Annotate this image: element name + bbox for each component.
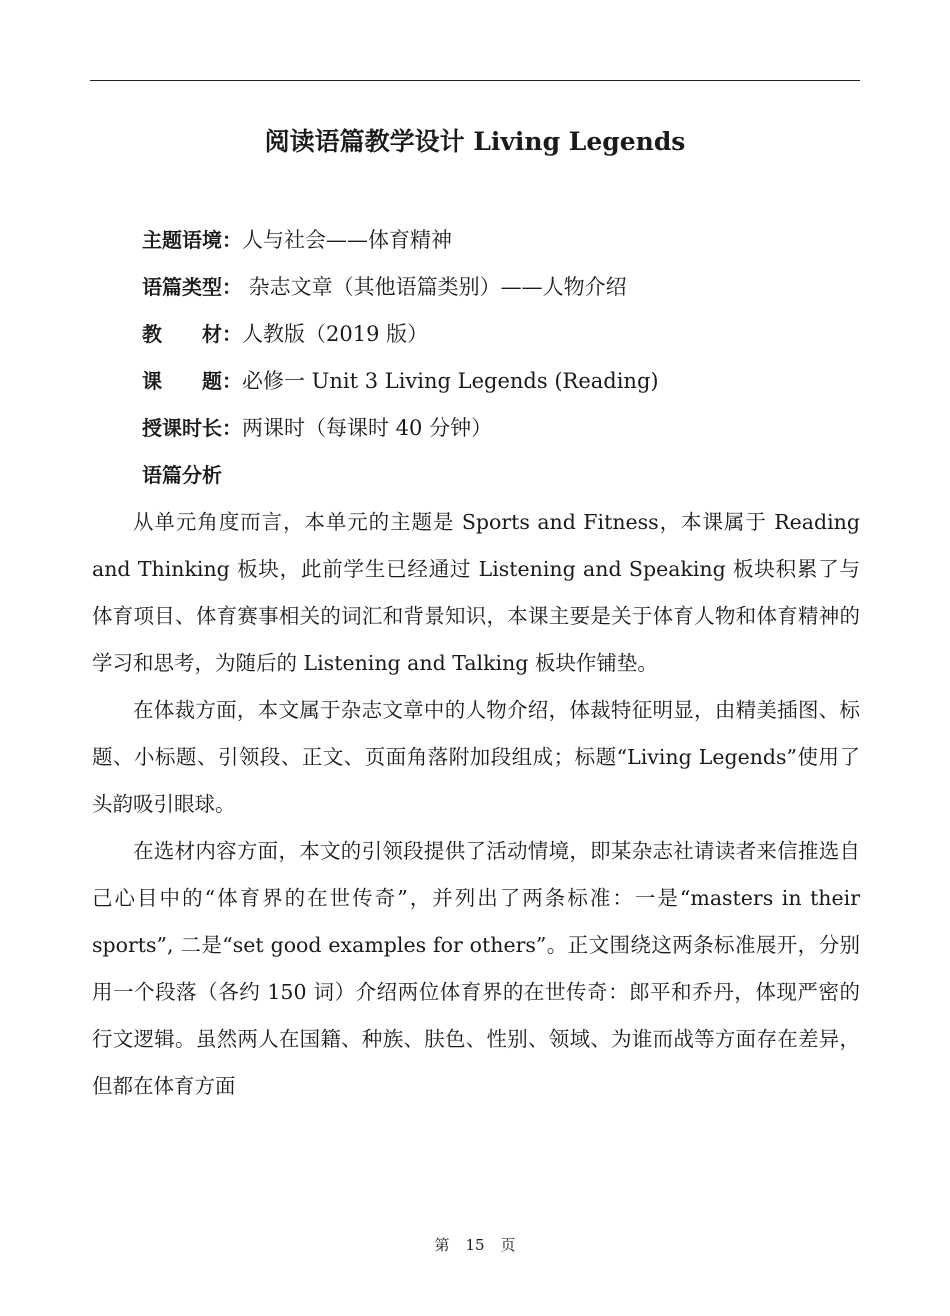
- meta-value: 人教版（2019 版）: [242, 322, 429, 346]
- paragraph-genre: 在体裁方面，本文属于杂志文章中的人物介绍，体裁特征明显，由精美插图、标题、小标题、引领段、正文、页面角落附加段组成；标题“Living Legends”使用了头韵吸引眼球。: [92, 698, 860, 816]
- meta-label: 课 题：: [142, 369, 242, 393]
- meta-label: 教 材：: [142, 322, 242, 346]
- meta-label: 授课时长：: [142, 416, 242, 440]
- section-heading-text-analysis: 语篇分析: [142, 463, 222, 487]
- meta-value: 杂志文章（其他语篇类别）——人物介绍: [242, 275, 627, 299]
- paragraph-unit-perspective: 从单元角度而言，本单元的主题是 Sports and Fitness，本课属于 Reading and Thinking 板块，此前学生已经通过 Listening and Speaking 板块积累了与体育项目、体育赛事相关的词汇和背景知识，本课主要是关于体育人物和体育精神的学习和思考，为随后的 Listening and Talking 板块作铺垫。: [92, 510, 860, 675]
- page-number: 15: [465, 1236, 485, 1254]
- lesson-info-list: [142, 219, 862, 454]
- footer-suffix: 页: [500, 1236, 516, 1254]
- meta-row-duration: [142, 407, 862, 454]
- footer-prefix: 第: [434, 1236, 450, 1254]
- meta-value: 人与社会——体育精神: [242, 228, 452, 252]
- meta-value: 必修一 Unit 3 Living Legends (Reading): [242, 369, 659, 393]
- analysis-body: [92, 499, 860, 1110]
- meta-row-textbook: [142, 313, 862, 360]
- page-footer: [0, 1235, 950, 1255]
- meta-value: 两课时（每课时 40 分钟）: [242, 416, 493, 440]
- meta-row-theme: [142, 219, 862, 266]
- document-title: 阅读语篇教学设计 Living Legends: [264, 127, 686, 156]
- meta-label: 语篇类型：: [142, 275, 242, 299]
- meta-row-topic: [142, 360, 862, 407]
- meta-row-text-type: [142, 266, 862, 313]
- paragraph-content: 在选材内容方面，本文的引领段提供了活动情境，即某杂志社请读者来信推选自己心目中的“体育界的在世传奇”，并列出了两条标准：一是“masters in their sports”, 二是“set good examples for others”。正文围绕这两条标准展开，分别用一个段落（各约 150 词）介绍两位体育界的在世传奇：郎平和乔丹，体现严密的行文逻辑。虽然两人在国籍、种族、肤色、性别、领域、为谁而战等方面存在差异，但都在体育方面: [92, 839, 860, 1098]
- meta-label: 主题语境：: [142, 228, 242, 252]
- header-rule: [90, 80, 860, 81]
